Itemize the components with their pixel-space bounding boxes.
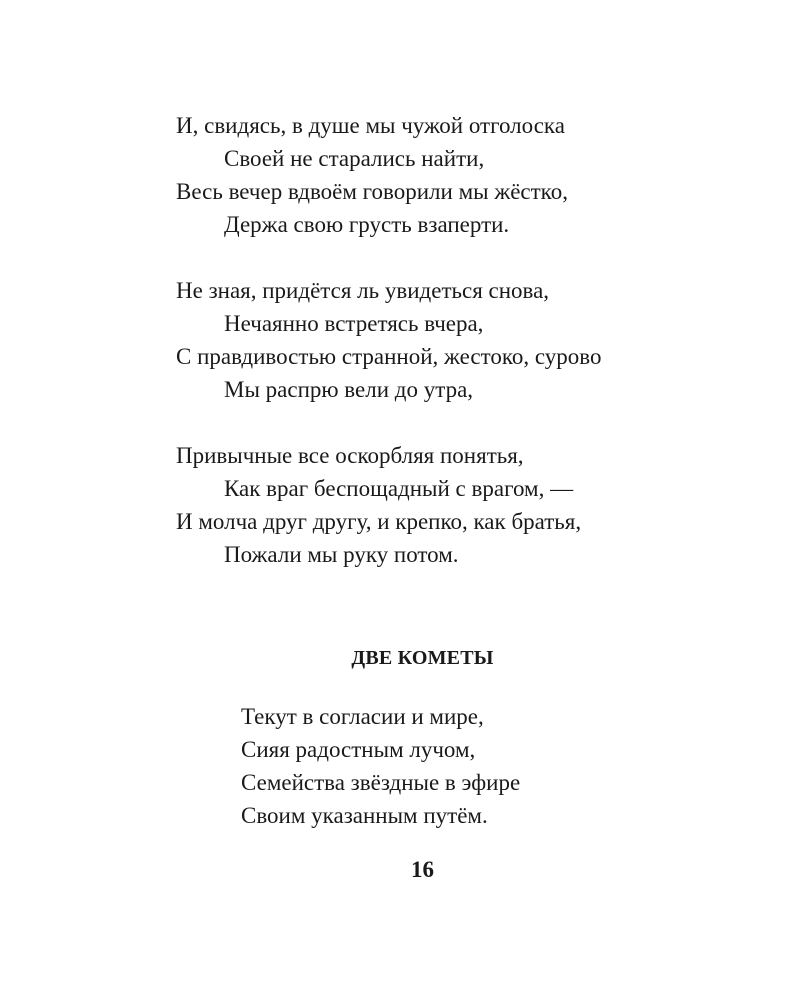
verse-line: Нечаянно встретясь вчера, xyxy=(224,311,484,336)
verse-line: Текут в согласии и мире, xyxy=(241,704,484,729)
poem-continuation xyxy=(176,109,601,604)
stanza-1 xyxy=(176,109,601,241)
verse-line: Как враг беспощадный с врагом, — xyxy=(224,476,574,501)
page-number: 16 xyxy=(411,857,434,882)
verse-line: Весь вечер вдвоём говорили мы жёстко, xyxy=(176,179,568,204)
verse-line: Пожали мы руку потом. xyxy=(224,542,459,567)
verse-line: Не зная, придётся ль увидеться снова, xyxy=(176,278,550,303)
verse-line: И, свидясь, в душе мы чужой отголоска xyxy=(176,113,565,138)
stanza-3 xyxy=(176,439,601,571)
verse-line: Сияя радостным лучом, xyxy=(241,737,476,762)
verse-line: И молча друг другу, и крепко, как братья, xyxy=(176,509,582,534)
verse-line: Семейства звёздные в эфире xyxy=(241,770,521,795)
verse-line: С правдивостью странной, жестоко, сурово xyxy=(176,344,602,369)
verse-line: Своей не старались найти, xyxy=(224,146,485,171)
poem-title: ДВЕ КОМЕТЫ xyxy=(351,647,494,669)
poem-two-comets xyxy=(241,700,520,832)
verse-line: Мы распрю вели до утра, xyxy=(224,377,474,402)
stanza-2 xyxy=(176,274,601,406)
verse-line: Привычные все оскорбляя понятья, xyxy=(176,443,524,468)
verse-line: Своим указанным путём. xyxy=(241,803,488,828)
verse-line: Держа свою грусть взаперти. xyxy=(224,212,510,237)
